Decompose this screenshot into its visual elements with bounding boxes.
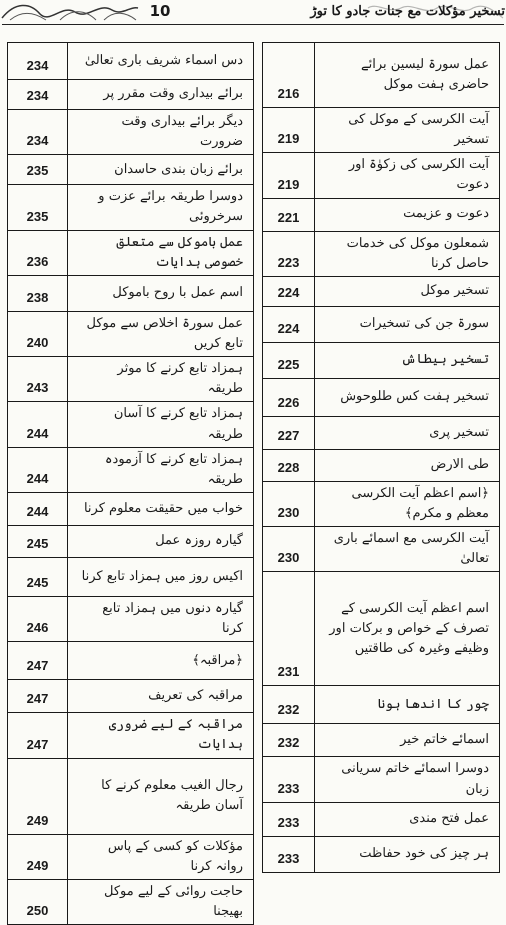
toc-page-number: 235 [8, 155, 68, 185]
toc-entry-title: حاجت روائی کے لیے موکل بھیجنا [68, 879, 254, 924]
toc-page-number: 232 [263, 724, 315, 757]
toc-entry [263, 43, 500, 108]
toc-entry-title: ہر چیز کی خود حفاظت [315, 836, 500, 872]
toc-entry-title: دوسرا طریقہ برائے عزت و سرخروئی [68, 185, 254, 230]
toc-entry-title: مؤکلات کو کسی کے پاس روانہ کرنا [68, 834, 254, 879]
toc-entry [263, 378, 500, 416]
toc-entry [263, 416, 500, 449]
toc-entry-title: آیت الکرسی مع اسمائے باری تعالیٰ [315, 527, 500, 572]
toc-entry-title: اکیس روز میں ہمزاد تابع کرنا [68, 557, 254, 596]
toc-entry-title: اسمائے خاتم خیر [315, 724, 500, 757]
toc-page-number: 245 [8, 525, 68, 557]
toc-page-number: 223 [263, 231, 315, 276]
toc-entry-title: ﴿مراقبہ﴾ [68, 642, 254, 680]
toc-entry-title: عمل باموکل سے متعلق خصوصی ہدایات [68, 230, 254, 275]
toc-entry [263, 572, 500, 686]
toc-page-number: 216 [263, 43, 315, 108]
decorative-ornament [365, 0, 506, 22]
toc-entry-title: چور کا اندھا ہونا [315, 686, 500, 724]
toc-entry [263, 836, 500, 872]
toc-entry [263, 724, 500, 757]
toc-entry-title: تسخیر ہیطاش [315, 342, 500, 378]
toc-entry [263, 449, 500, 481]
toc-page-number: 224 [263, 276, 315, 306]
toc-page-number: 224 [263, 306, 315, 342]
toc-page-number: 233 [263, 757, 315, 802]
toc-entry [8, 492, 254, 525]
toc-entry-title: اسم اعظم آیت الکرسی کے تصرف کے خواص و برکات اور وظیفے وغیرہ کی طاقتیں [315, 572, 500, 686]
toc-entry-title: رجال الغیب معلوم کرنے کا آسان طریقہ [68, 758, 254, 834]
toc-page-number: 250 [8, 879, 68, 924]
toc-page-number: 247 [8, 713, 68, 758]
toc-page-number: 226 [263, 378, 315, 416]
toc-entry [8, 80, 254, 110]
toc-entry-title: خواب میں حقیقت معلوم کرنا [68, 492, 254, 525]
toc-entry [263, 802, 500, 836]
toc-entry-title: عمل سورۃ اخلاص سے موکل تابع کریں [68, 311, 254, 356]
toc-page-number: 221 [263, 198, 315, 231]
toc-entry [8, 879, 254, 924]
toc-entry [8, 43, 254, 80]
toc-entry [8, 402, 254, 447]
toc-entry [8, 357, 254, 402]
running-title: تسخیر مؤکلات مع جنات جادو کا توڑ [310, 4, 505, 19]
toc-entry-title: مراقبہ کی تعریف [68, 680, 254, 713]
page-header [0, 0, 506, 30]
toc-entry-title: عمل سورۃ لیسین برائے حاضری ہفت موکل [315, 43, 500, 108]
toc-entry-title: گیارہ روزہ عمل [68, 525, 254, 557]
toc-entry-title: دیگر برائے بیداری وقت ضرورت [68, 110, 254, 155]
toc-page-number: 225 [263, 342, 315, 378]
toc-page-number: 247 [8, 680, 68, 713]
toc-page-number: 246 [8, 596, 68, 641]
toc-entry-title: سورۃ جن کی تسخیرات [315, 306, 500, 342]
toc-page-number: 230 [263, 527, 315, 572]
toc-entry [8, 713, 254, 758]
toc-entry-title: آیت الکرسی کے موکل کی تسخیر [315, 108, 500, 153]
toc-entry [8, 596, 254, 641]
toc-page-number: 219 [263, 108, 315, 153]
toc-entry [263, 757, 500, 802]
toc-right-column [262, 42, 500, 873]
toc-entry [263, 276, 500, 306]
toc-entry-title: مراقبہ کے لیے ضروری ہدایات [68, 713, 254, 758]
toc-entry [8, 525, 254, 557]
toc-entry-title: اسم عمل با روح باموکل [68, 275, 254, 311]
toc-page-number: 249 [8, 834, 68, 879]
toc-page-number: 236 [8, 230, 68, 275]
toc-page-number: 234 [8, 43, 68, 80]
toc-page-number: 240 [8, 311, 68, 356]
toc-page-number: 233 [263, 836, 315, 872]
toc-page-number: 238 [8, 275, 68, 311]
toc-entry-title: شمعلون موکل کی خدمات حاصل کرنا [315, 231, 500, 276]
toc-page-number: 247 [8, 642, 68, 680]
toc-page-number: 244 [8, 447, 68, 492]
toc-entry [263, 198, 500, 231]
toc-page-number: 227 [263, 416, 315, 449]
toc-entry-title: طی الارض [315, 449, 500, 481]
toc-entry-title: دعوت و عزیمت [315, 198, 500, 231]
toc-entry [263, 153, 500, 198]
toc-entry-title: دوسرا اسمائے خاتم سریانی زبان [315, 757, 500, 802]
toc-page-number: 235 [8, 185, 68, 230]
toc-entry-title: برائے زبان بندی حاسدان [68, 155, 254, 185]
toc-entry [263, 686, 500, 724]
toc-page-number: 234 [8, 80, 68, 110]
toc-entry-title: ہمزاد تابع کرنے کا موثر طریقہ [68, 357, 254, 402]
toc-entry [8, 557, 254, 596]
toc-entry-title: ﴿اسم اعظم آیت الکرسی معظم و مکرم﴾ [315, 481, 500, 526]
page-number: 10 [149, 2, 171, 20]
toc-entry [8, 642, 254, 680]
toc-entry [8, 275, 254, 311]
toc-entry [8, 834, 254, 879]
toc-entry [8, 185, 254, 230]
toc-page-number: 245 [8, 557, 68, 596]
toc-entry-title: ہمزاد تابع کرنے کا آزمودہ طریقہ [68, 447, 254, 492]
toc-entry [8, 230, 254, 275]
toc-entry-title: برائے بیداری وقت مقرر پر [68, 80, 254, 110]
toc-entry-title: گیارہ دنوں میں ہمزاد تابع کرنا [68, 596, 254, 641]
toc-entry-title: تسخیر پری [315, 416, 500, 449]
toc-entry [8, 680, 254, 713]
toc-entry-title: تسخیر ہفت کس طلوحوش [315, 378, 500, 416]
toc-page-number: 243 [8, 357, 68, 402]
toc-page-number: 233 [263, 802, 315, 836]
toc-entry [263, 527, 500, 572]
toc-entry [263, 342, 500, 378]
toc-entry [8, 447, 254, 492]
toc-entry [8, 311, 254, 356]
toc-entry-title: دس اسماء شریف باری تعالیٰ [68, 43, 254, 80]
toc-entry-title: آیت الکرسی کی زکوٰۃ اور دعوت [315, 153, 500, 198]
toc-entry [8, 758, 254, 834]
header-rule [2, 24, 504, 25]
toc-page-number: 219 [263, 153, 315, 198]
toc-entry [263, 108, 500, 153]
toc-entry [263, 231, 500, 276]
toc-entry [263, 306, 500, 342]
toc-page-number: 244 [8, 492, 68, 525]
toc-left-column [7, 42, 254, 925]
toc-entry-title: ہمزاد تابع کرنے کا آسان طریقہ [68, 402, 254, 447]
toc-entry [263, 481, 500, 526]
toc-entry [8, 155, 254, 185]
toc-page-number: 249 [8, 758, 68, 834]
toc-page-number: 234 [8, 110, 68, 155]
toc-page-number: 232 [263, 686, 315, 724]
toc-entry [8, 110, 254, 155]
toc-page-number: 244 [8, 402, 68, 447]
decorative-ornament [0, 0, 140, 22]
toc-entry-title: عمل فتح مندی [315, 802, 500, 836]
toc-page-number: 228 [263, 449, 315, 481]
toc-page-number: 231 [263, 572, 315, 686]
toc-page-number: 230 [263, 481, 315, 526]
toc-entry-title: تسخیر موکل [315, 276, 500, 306]
